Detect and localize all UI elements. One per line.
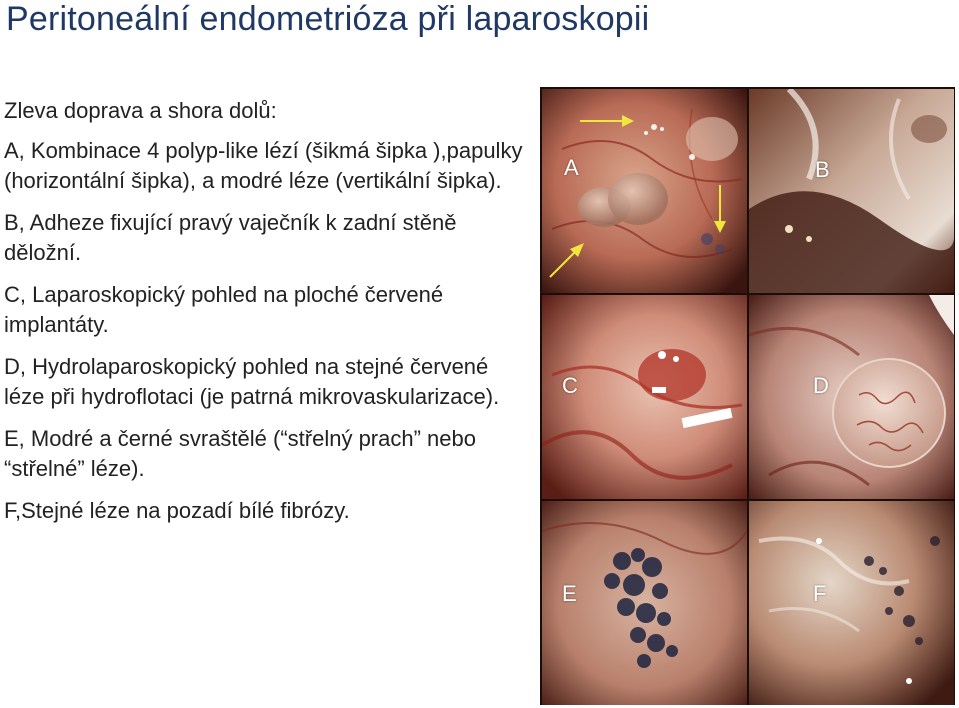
panel-f-image [749, 501, 954, 705]
laparoscopy-image-grid [540, 87, 955, 705]
description-item-d: D, Hydrolaparoskopický pohled na stejné červené léze při hydroflotaci (je patrná mikrovaskularizace). [4, 354, 500, 409]
panel-e-label: E [562, 581, 577, 606]
panel-e-image [542, 501, 747, 705]
panel-b-label: B [815, 157, 830, 182]
description-item-b: B, Adheze fixující pravý vaječník k zadní stěně děložní. [4, 210, 457, 265]
panel-c-label: C [562, 373, 578, 398]
panel-a-label: A [564, 155, 579, 180]
page-title: Peritoneální endometrióza při laparoskopii [6, 0, 650, 38]
description-item-e: E, Modré a černé svraštělé (“střelný prach” nebo “střelné” léze). [4, 426, 476, 481]
description-item-f: F,Stejné léze na pozadí bílé fibrózy. [4, 498, 350, 523]
panel-b-image [749, 89, 954, 293]
panel-d-label: D [813, 373, 829, 398]
description-item-a: A, Kombinace 4 polyp-like lézí (šikmá šipka ),papulky (horizontální šipka), a modré léze (vertikální šipka). [4, 138, 523, 193]
panel-a-image [542, 89, 747, 293]
description-item-c: C, Laparoskopický pohled na ploché červené implantáty. [4, 282, 444, 337]
panel-f-label: F [813, 581, 827, 606]
panel-c-image [542, 295, 747, 499]
description-text [4, 96, 532, 538]
panel-d-image [749, 295, 954, 499]
description-intro: Zleva doprava a shora dolů: [4, 98, 277, 123]
